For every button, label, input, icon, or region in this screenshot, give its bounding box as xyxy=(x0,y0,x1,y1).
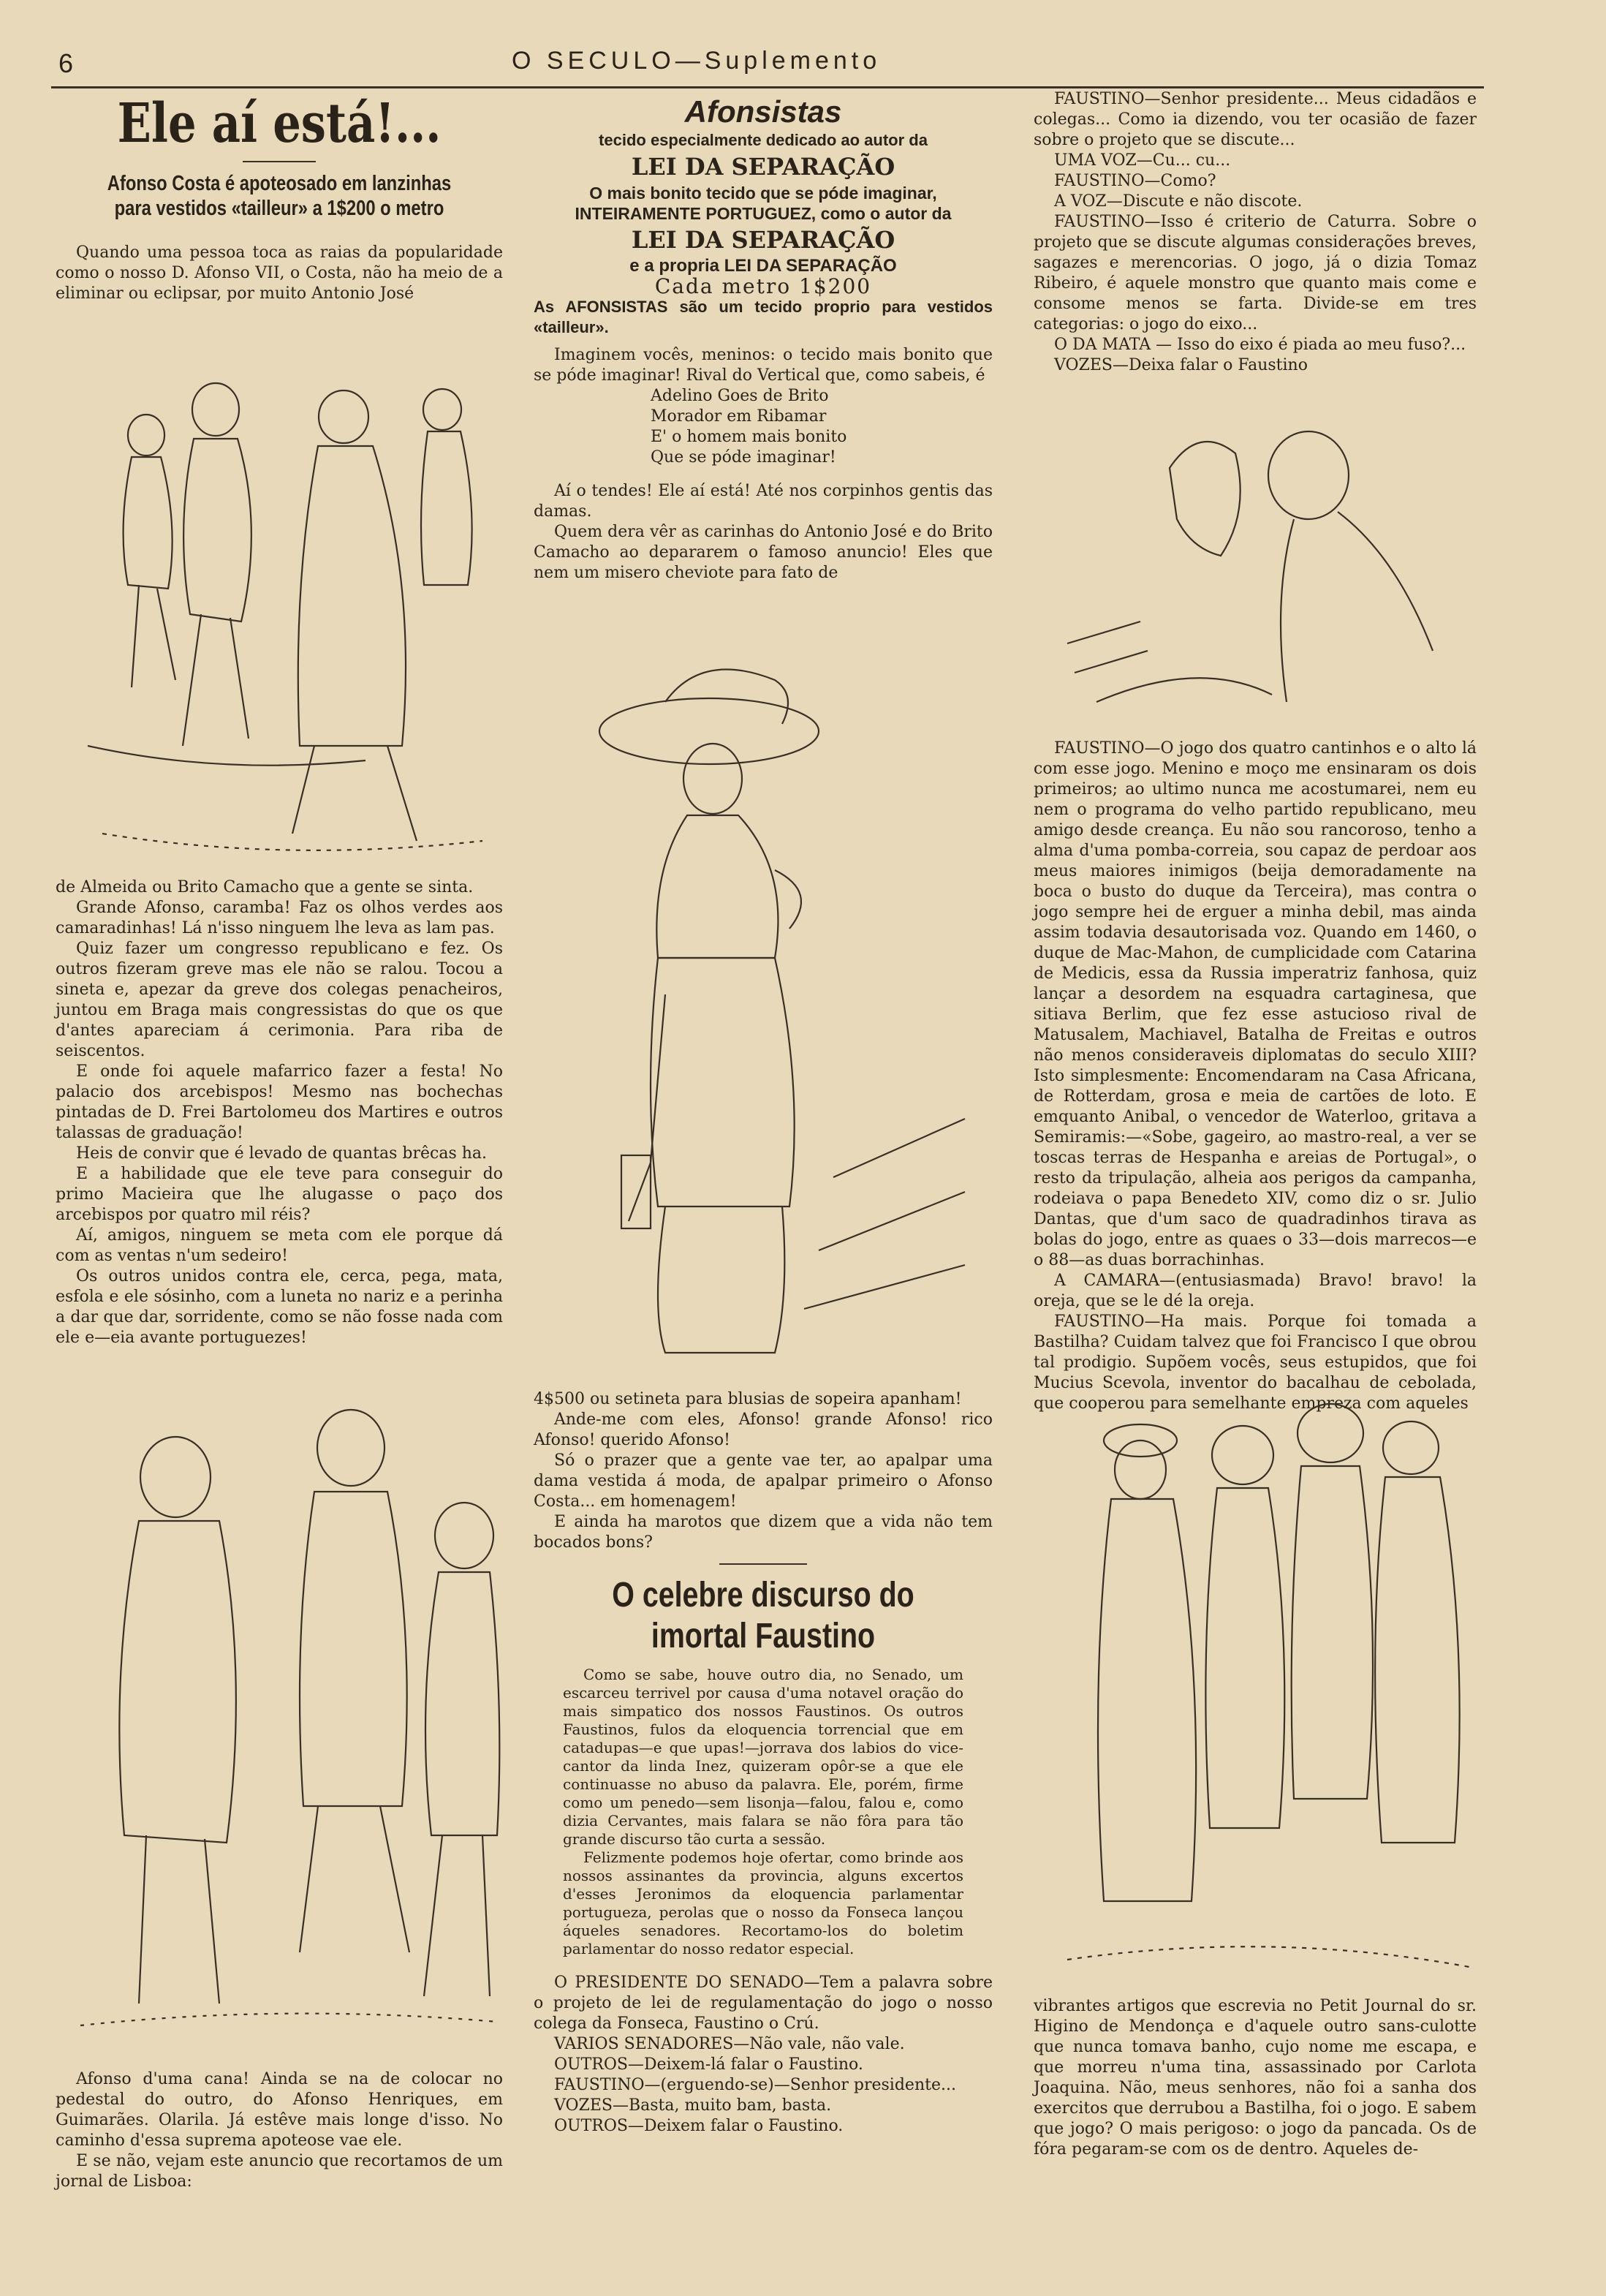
dialogue-line: A VOZ—Discute e não discote. xyxy=(1054,192,1303,211)
page-number: 6 xyxy=(58,48,74,78)
column-1-middle xyxy=(56,877,503,1348)
paragraph: Só o prazer que a gente vae ter, ao apalpar uma dama vestida á moda, de apalpar primeiro o Afonso Costa... em homenagem! xyxy=(534,1451,993,1511)
paragraph: Aí o tendes! Ele aí está! Até nos corpinhos gentis das damas. xyxy=(534,482,993,521)
paragraph: Grande Afonso, caramba! Faz os olhos verdes aos camaradinhas! Lá n'isso ninguem lhe leva as lam pas. xyxy=(56,899,503,937)
advert-line: INTEIRAMENTE PORTUGUEZ, como o autor da xyxy=(575,204,952,223)
dialogue-line: VARIOS SENADORES—Não vale, não vale. xyxy=(554,2035,905,2053)
advert-line: As AFONSISTAS são um tecido proprio para vestidos «tailleur». xyxy=(534,298,993,336)
dialogue-line: vibrantes artigos que escrevia no Petit Journal do sr. Higino de Mendonça e d'aquele outro sans-culotte que nunca tomava banho, cujo nome me escapa, e que morreu n'uma tina, assassinado por Carlota Joaquina. Não, meus senhores, não foi a sanha dos exercitos que derrubou a Bastilha, foi o jogo. E sabem que jogo? O mais perigoso: o jogo da pancada. Os de fóra pegaram-se com os de dentro. Aqueles de- xyxy=(1034,1997,1477,2159)
paragraph: Os outros unidos contra ele, cerca, pega, mata, esfola e ele sósinho, com a luneta no nariz e a perinha a dar que dar, sorridente, como se não fosse nada com ele e—eia avante portuguezes! xyxy=(56,1267,503,1347)
paragraph: Afonso d'uma cana! Ainda se na de colocar no pedestal do outro, do Afonso Henriques, em Guimarães. Olarila. Já estêve mais longe d'isso. No caminho d'essa suprema apoteose vae ele. xyxy=(56,2070,503,2150)
paragraph: E onde foi aquele mafarrico fazer a festa! No palacio dos arcebispos! Mesmo nas bochechas pintadas de D. Frei Bartolomeu dos Martires e outros talassas de graduação! xyxy=(56,1062,503,1142)
dialogue-line: FAUSTINO—Isso é criterio de Caturra. Sobre o projeto que se discute algumas considerações breves, sagazes e merencorias. O jogo, já o dizia Tomaz Ribeiro, é aquele monstro que quanto mais come e consome menos se farta. Divide-se em tres categorias: o jogo do eixo... xyxy=(1034,213,1477,333)
paragraph: Heis de convir que é levado de quantas brêcas ha. xyxy=(76,1144,488,1163)
paragraph: Felizmente podemos hoje ofertar, como brinde aos nossos assinantes da provincia, alguns excertos d'esses Jeronimos da eloquencia parlamentar portugueza, perolas que o nosso da Fonseca lançou áqueles senadores. Recortamo-los do boletim parlamentar do nosso redator especial. xyxy=(563,1848,963,1957)
advert-line: e a propria LEI DA SEPARAÇÃO xyxy=(629,256,897,276)
advert-title: Afonsistas xyxy=(684,94,842,129)
paragraph: Imaginem vocês, meninos: o tecido mais bonito que se póde imaginar! Rival do Vertical que, como sabeis, é xyxy=(534,346,993,385)
column-1-top xyxy=(56,94,503,304)
dialogue-line: A CAMARA—(entusiasmada) Bravo! bravo! la oreja, que se le dé la oreja. xyxy=(1034,1272,1477,1310)
advert-price: Cada metro 1$200 xyxy=(654,274,872,298)
dialogue-line: FAUSTINO—Senhor presidente... Meus cidadãos e colegas... Como ia dizendo, vou ter ocasião de fazer sobre o projeto que se discute... xyxy=(1034,90,1477,149)
column-3-middle xyxy=(1034,739,1477,1414)
verse-line: E' o homem mais bonito xyxy=(651,428,847,446)
column-2-middle xyxy=(534,1389,993,2137)
paragraph: Ande-me com eles, Afonso! grande Afonso! rico Afonso! querido Afonso! xyxy=(534,1411,993,1449)
dialogue-line: O PRESIDENTE DO SENADO—Tem a palavra sobre o projeto de lei de regulamentação do jogo o nosso colega da Fonseca, Faustino o Crú. xyxy=(534,1974,993,2033)
dialogue-line: FAUSTINO—Ha mais. Porque foi tomada a Bastilha? Cuidam talvez que foi Francisco I que obrou tal prodigio. Supõem vocês, seus estupidos, que foi Mucius Scevola, inventor do bacalhau de cebolada, que cooperou para semelhante empreza com aqueles xyxy=(1034,1313,1477,1413)
verse-line: Adelino Goes de Brito xyxy=(651,387,829,405)
dialogue-line: FAUSTINO—O jogo dos quatro cantinhos e o alto lá com esse jogo. Menino e moço me ensinaram os dois primeiros; ao ultimo nunca me acostumarei, nem eu nem o programa do velho partido republicano, meu amigo desde creança. Eu não sou rancoroso, tenho a alma d'uma pomba-correia, sou capaz de perdoar aos meus maiores inimigos (beija demoradamente na boca o busto do duque da Terceira), mas contra o jogo sempre hei de erguer a minha debil, mas ainda assim todavia desautorisada voz. Quando em 1460, o duque de Mac-Mahon, de cumplicidade com Catarina de Medicis, essa da Russia imperatriz fanhosa, quiz lançar a desordem na esquadra cartaginesa, que sitiava Berlim, que fez esse astucioso rival de Matusalem, Machiavel, Batalha de Freitas e outros não menos consideraveis diplomatas do seculo XIII? Isto simplesmente: Encomendaram na Casa Africana, de Rotterdam, grosa e meia de cartões de loto. E emquanto Anibal, o vencedor de Waterloo, gritava a Semiramis:—«Sobe, gageiro, ao mastro-real, a ver se toscas terras de Hespanha e areias de Portugal», o resto da tripulação, alheia aos perigos da campanha, rodeiava o papa Benedeto XIV, como diz o sr. Julio Dantas, que d'um saco de quadradinhos tirava as bolas do jogo, entre as quaes o 33—dois marrecos—e o 88—as duas borrachinhas. xyxy=(1034,739,1477,1269)
masthead-title: O SECULO—Suplemento xyxy=(512,47,882,75)
verse-line: Morador em Ribamar xyxy=(651,407,827,426)
subheadline: Afonso Costa é apoteosado em lanzinhas para vestidos «tailleur» a 1$200 o metro xyxy=(107,172,452,220)
dialogue-line: VOZES—Basta, muito bam, basta. xyxy=(554,2096,832,2115)
advert-line: tecido especialmente dedicado ao autor da xyxy=(599,131,928,149)
paragraph: Quem dera vêr as carinhas do Antonio José e do Brito Camacho ao depararem o famoso anuncio! Eles que nem um misero cheviote para fato de xyxy=(534,523,993,582)
verse-line: Que se póde imaginar! xyxy=(651,448,836,467)
dialogue-line: FAUSTINO—(erguendo-se)—Senhor presidente... xyxy=(554,2076,956,2094)
dialogue-line: UMA VOZ—Cu... cu... xyxy=(1054,151,1231,170)
divider xyxy=(719,1563,807,1565)
cartoon-three-men-illustration xyxy=(66,1397,504,2040)
header-rule xyxy=(51,86,1484,88)
paragraph: Quiz fazer um congresso republicano e fez. Os outros fizeram greve mas ele não se ralou. Tocou a sineta e, apezar da greve dos colegas penacheiros, juntou em Braga mais congressistas do que os que d'antes apareciam á cerimonia. Para riba de seiscentos. xyxy=(56,940,503,1060)
divider xyxy=(243,161,316,162)
paragraph: E ainda ha marotos que dizem que a vida não tem bocados bons? xyxy=(534,1513,993,1552)
speech-intro xyxy=(534,1666,993,1958)
dialogue-line: FAUSTINO—Como? xyxy=(1054,172,1216,190)
advert-law-title: LEI DA SEPARAÇÃO xyxy=(631,153,895,181)
paragraph: de Almeida ou Brito Camacho que a gente se sinta. xyxy=(56,878,474,896)
faustino-portrait-illustration xyxy=(1053,409,1477,717)
column-3-top xyxy=(1034,89,1477,376)
advert-line: O mais bonito tecido que se póde imaginar, xyxy=(589,184,937,203)
paragraph: E a habilidade que ele teve para conseguir do primo Macieira que lhe alugasse o paço dos arcebispos por quatro mil réis? xyxy=(56,1165,503,1224)
cartoon-crowd-illustration xyxy=(73,366,504,877)
column-1-bottom xyxy=(56,2069,503,2192)
paragraph: Aí, amigos, ninguem se meta com ele porque dá com as ventas n'um sedeiro! xyxy=(56,1226,503,1265)
woman-in-hat-illustration xyxy=(556,651,980,1389)
paragraph: 4$500 ou setineta para blusias de sopeira apanham! xyxy=(534,1390,962,1408)
paragraph: Como se sabe, houve outro dia, no Senado, um escarceu terrivel por causa d'uma notavel oração do mais simpatico dos nossos Faustinos. Os outros Faustinos, fulos da eloquencia torrencial que em catadupas—e que upas!—jorrava dos labios do vice-cantor da linda Inez, quizeram opôr-se a que ele continuasse no abuso da palavra. Ele, porém, firme como um penedo—sem lisonja—falou, falou e, como dizia Cervantes, mais falara se não fôra para tão grande discurso tão curta a sessão. xyxy=(563,1666,963,1848)
speech-headline: O celebre discurso do imortal Faustino xyxy=(612,1576,914,1655)
paragraph: E se não, vejam este anuncio que recortamos de um jornal de Lisboa: xyxy=(56,2152,503,2191)
paragraph: Quando uma pessoa toca as raias da popularidade como o nosso D. Afonso VII, o Costa, não ha meio de a eliminar ou eclipsar, por muito Antonio José xyxy=(56,243,503,303)
column-3-bottom xyxy=(1034,1996,1477,2160)
group-of-men-illustration xyxy=(1053,1389,1477,1989)
advert-law-title: LEI DA SEPARAÇÃO xyxy=(631,226,895,254)
dialogue-line: OUTROS—Deixem-lá falar o Faustino. xyxy=(554,2055,863,2074)
dialogue-line: VOZES—Deixa falar o Faustino xyxy=(1054,356,1308,374)
dialogue-line: OUTROS—Deixem falar o Faustino. xyxy=(554,2117,844,2135)
dialogue-line: O DA MATA — Isso do eixo é piada ao meu fuso?... xyxy=(1054,336,1466,354)
column-2-advert xyxy=(534,94,993,584)
headline: Ele aí está!... xyxy=(117,92,442,155)
